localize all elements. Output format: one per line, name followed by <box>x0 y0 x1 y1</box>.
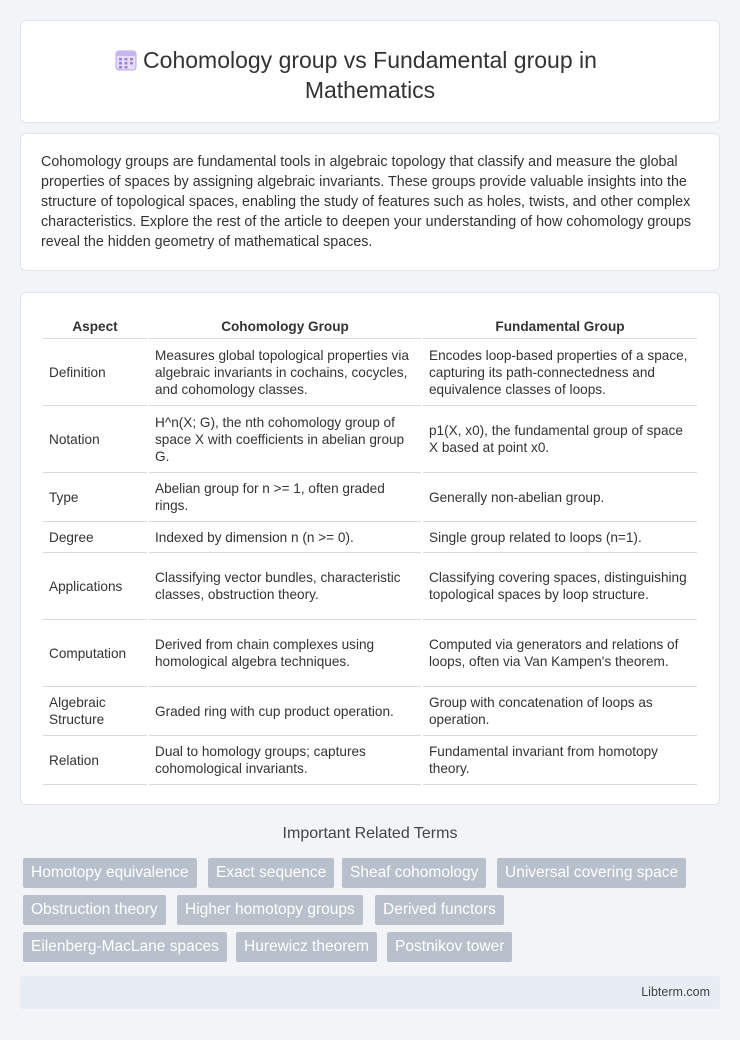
row-cohomology: Graded ring with cup product operation. <box>149 687 421 736</box>
footer-site-link[interactable]: Libterm.com <box>641 985 710 999</box>
related-term-tag[interactable]: Obstruction theory <box>23 895 166 925</box>
header-aspect: Aspect <box>43 315 147 339</box>
row-fundamental: p1(X, x0), the fundamental group of space X based at point x0. <box>423 406 697 473</box>
row-cohomology: Derived from chain complexes using homological algebra techniques. <box>149 620 421 687</box>
row-aspect: Relation <box>43 736 147 785</box>
row-fundamental: Classifying covering spaces, distinguishing topological spaces by loop structure. <box>423 553 697 620</box>
table-row <box>43 339 697 406</box>
table-row <box>43 553 697 620</box>
row-fundamental: Group with concatenation of loops as operation. <box>423 687 697 736</box>
related-term-tag[interactable]: Higher homotopy groups <box>177 895 363 925</box>
row-aspect: Applications <box>43 553 147 620</box>
table-header-row <box>43 315 697 339</box>
header-fundamental: Fundamental Group <box>423 315 697 339</box>
table-row <box>43 522 697 553</box>
table-row <box>43 620 697 687</box>
title-card <box>20 20 720 123</box>
row-cohomology: Abelian group for n >= 1, often graded rings. <box>149 473 421 522</box>
table-row <box>43 687 697 736</box>
comparison-table-card <box>20 292 720 805</box>
related-term-tag[interactable]: Postnikov tower <box>387 932 512 962</box>
page-title: Cohomology group vs Fundamental group in Mathematics <box>143 47 597 103</box>
footer <box>20 976 720 1009</box>
intro-paragraph: Cohomology groups are fundamental tools in algebraic topology that classify and measure the global properties of spaces by assigning algebraic invariants. These groups provide valuable insights into the structure of topological spaces, enabling the study of features such as holes, twists, and other complex characteristics. Explore the rest of the article to deepen your understanding of how cohomology groups reveal the hidden geometry of mathematical spaces. <box>41 154 692 250</box>
row-cohomology: Dual to homology groups; captures cohomological invariants. <box>149 736 421 785</box>
table-row <box>43 406 697 473</box>
related-term-tag[interactable]: Hurewicz theorem <box>236 932 377 962</box>
row-fundamental: Fundamental invariant from homotopy theory. <box>423 736 697 785</box>
header-cohomology: Cohomology Group <box>149 315 421 339</box>
related-term-tag[interactable]: Derived functors <box>375 895 504 925</box>
row-cohomology: Classifying vector bundles, characteristic classes, obstruction theory. <box>149 553 421 620</box>
related-term-tag[interactable]: Universal covering space <box>497 858 686 888</box>
row-aspect: Degree <box>43 522 147 553</box>
related-term-tag[interactable]: Homotopy equivalence <box>23 858 197 888</box>
table-row <box>43 736 697 785</box>
intro-card <box>20 133 720 271</box>
related-term-tag[interactable]: Exact sequence <box>208 858 334 888</box>
row-cohomology: Indexed by dimension n (n >= 0). <box>149 522 421 553</box>
row-cohomology: H^n(X; G), the nth cohomology group of space X with coefficients in abelian group G. <box>149 406 421 473</box>
row-aspect: Computation <box>43 620 147 687</box>
related-term-tag[interactable]: Sheaf cohomology <box>342 858 486 888</box>
row-fundamental: Generally non-abelian group. <box>423 473 697 522</box>
row-aspect: Type <box>43 473 147 522</box>
row-aspect: Definition <box>43 339 147 406</box>
row-cohomology: Measures global topological properties via algebraic invariants in cochains, cocycles, and cohomology classes. <box>149 339 421 406</box>
related-terms-heading: Important Related Terms <box>282 825 458 842</box>
row-fundamental: Computed via generators and relations of loops, often via Van Kampen's theorem. <box>423 620 697 687</box>
comparison-table <box>41 315 699 785</box>
table-row <box>43 473 697 522</box>
row-fundamental: Encodes loop-based properties of a space, capturing its path-connectedness and equivalence classes of loops. <box>423 339 697 406</box>
row-fundamental: Single group related to loops (n=1). <box>423 522 697 553</box>
row-aspect: Algebraic Structure <box>43 687 147 736</box>
row-aspect: Notation <box>43 406 147 473</box>
related-term-tag[interactable]: Eilenberg-MacLane spaces <box>23 932 227 962</box>
